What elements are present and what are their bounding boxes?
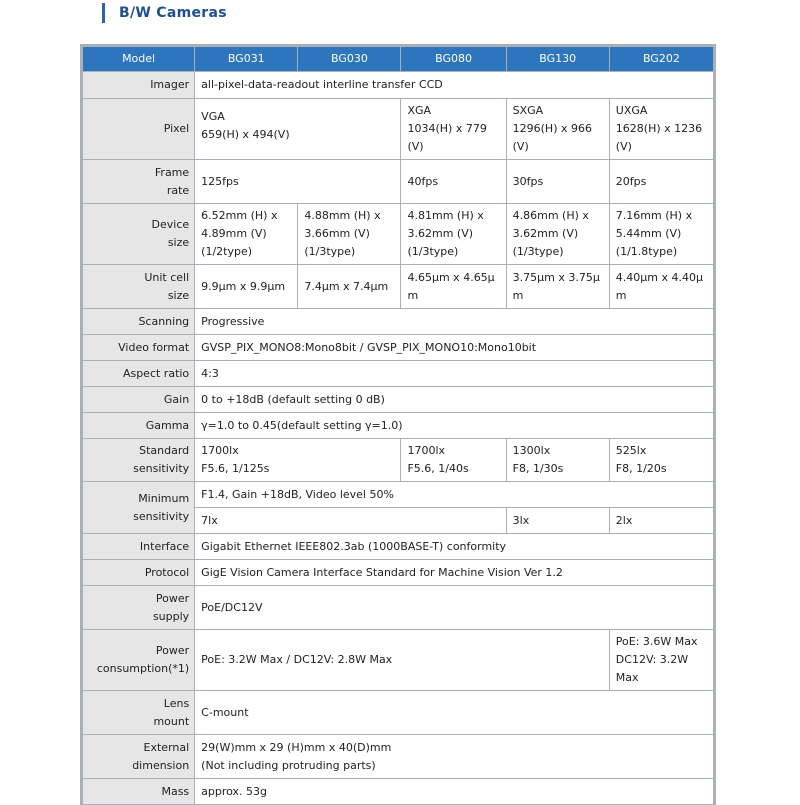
header-bg202: BG202 [610,47,713,71]
cell-line: (Not including protruding parts) [201,758,376,772]
cell-line: 1034(H) x 779 [407,122,487,135]
cell-line: 3.62mm (V) [407,227,474,240]
label-mass [83,779,194,804]
label-power-supply [83,586,194,629]
label-line: Frame [154,165,190,179]
header-bg030: BG030 [298,47,400,71]
value-external-dimension [195,735,713,778]
label-line: Unit cell [144,270,190,284]
label-scanning [83,309,194,334]
value-unit-cell-bg031: 9.9μm x 9.9μm [195,265,297,308]
header-row [83,47,713,71]
label-line: Standard [139,444,190,457]
spec-table [82,46,714,805]
value-std-sens-bg130 [507,439,609,481]
cell-line: VGA [201,110,225,123]
cell-line: F8, 1/20s [615,462,667,475]
cell-line: 29(W)mm x 29 (H)mm x 40(D)mm [201,740,392,754]
label-line: mount [153,714,190,728]
section-heading: B/W Cameras [102,3,227,23]
row-frame-rate [83,160,713,203]
header-model: Model [83,47,194,71]
cell-line: F5.6, 1/40s [407,462,469,475]
label-line: consumption(*1) [96,662,190,675]
cell-line: (V) [512,140,529,153]
value-pixel-bg202 [610,99,713,159]
row-imager [83,72,713,98]
value-unit-cell-bg080 [401,265,505,308]
cell-line: m [512,288,524,302]
label-gamma [83,413,194,438]
label-interface [83,534,194,559]
spec-table-frame [80,44,716,805]
value-device-size-bg030 [298,204,400,264]
cell-line: Max [615,671,639,684]
value-std-sens-bg080 [401,439,505,481]
row-minimum-sensitivity [83,482,713,507]
cell-line: UXGA [615,104,648,117]
label-line: External [143,740,190,754]
value-interface: Gigabit Ethernet IEEE802.3ab (1000BASE-T) conformity [195,534,713,559]
label-power-consumption [83,630,194,690]
row-unit-cell-size [83,265,713,308]
cell-line: 1700lx [407,444,446,457]
cell-line: 659(H) x 494(V) [201,128,290,141]
cell-line: 5.44mm (V) [615,227,682,240]
row-power-consumption [83,630,713,690]
label-frame-rate [83,160,194,203]
label-line: Minimum [138,491,190,505]
cell-line: 3.62mm (V) [512,227,579,240]
cell-line: (V) [615,140,632,153]
value-scanning: Progressive [195,309,713,334]
cell-line: (1/3type) [304,245,356,258]
value-power-supply: PoE/DC12V [195,586,713,629]
cell-line: 4.86mm (H) x [512,209,589,222]
value-frame-rate-bg130: 30fps [507,160,609,203]
value-min-sens-bg031-bg080: 7lx [195,508,505,533]
row-protocol [83,560,713,585]
value-device-size-bg031 [195,204,297,264]
cell-line: XGA [407,104,432,117]
row-interface [83,534,713,559]
label-line: Gamma [145,418,190,432]
row-standard-sensitivity [83,439,713,481]
value-frame-rate-bg080: 40fps [401,160,505,203]
cell-line: 4.89mm (V) [201,227,267,240]
label-line: Pixel [163,122,190,135]
value-unit-cell-bg130 [507,265,609,308]
label-line: Lens [163,696,190,710]
value-mass: approx. 53g [195,779,713,804]
label-line: Scanning [138,314,190,328]
label-line: Imager [150,78,190,91]
row-device-size [83,204,713,264]
cell-line: 1300lx [512,444,551,457]
value-device-size-bg202 [610,204,713,264]
label-line: sensitivity [133,462,190,475]
cell-line: 4.81mm (H) x [407,209,484,222]
cell-line: (V) [407,140,424,153]
row-pixel [83,99,713,159]
label-standard-sensitivity [83,439,194,481]
row-mass [83,779,713,804]
cell-line: 6.52mm (H) x [201,209,278,222]
value-std-sens-bg031-bg030 [195,439,400,481]
label-line: size [167,288,190,302]
label-line: Mass [161,784,190,798]
label-line: supply [152,609,190,623]
label-external-dimension [83,735,194,778]
value-pixel-bg080 [401,99,505,159]
header-bg080: BG080 [401,47,505,71]
row-power-supply [83,586,713,629]
value-gamma: γ=1.0 to 0.45(default setting γ=1.0) [195,413,713,438]
cell-line: DC12V: 3.2W [615,653,689,666]
value-video-format: GVSP_PIX_MONO8:Mono8bit / GVSP_PIX_MONO10:Mono10bit [195,335,713,360]
cell-line: (1/3type) [512,245,564,258]
label-device-size [83,204,194,264]
cell-line: 3.66mm (V) [304,227,370,240]
value-imager: all-pixel-data-readout interline transfer CCD [195,72,713,98]
label-line: Aspect ratio [122,366,190,380]
label-gain [83,387,194,412]
value-min-sens-bg130: 3lx [507,508,609,533]
value-power-cons-bg031-bg130: PoE: 3.2W Max / DC12V: 2.8W Max [195,630,609,690]
label-line: Interface [139,539,190,553]
label-line: size [167,236,190,249]
cell-line: F8, 1/30s [512,462,564,475]
cell-line: SXGA [512,104,544,117]
value-protocol: GigE Vision Camera Interface Standard for Machine Vision Ver 1.2 [195,560,713,585]
cell-line: m [407,288,419,302]
cell-line: 4.65μm x 4.65μ [407,270,495,284]
label-video-format [83,335,194,360]
label-aspect-ratio [83,361,194,386]
value-device-size-bg130 [507,204,609,264]
row-scanning [83,309,713,334]
row-video-format [83,335,713,360]
cell-line: 1296(H) x 966 [512,122,592,135]
value-unit-cell-bg030: 7.4μm x 7.4μm [298,265,400,308]
value-pixel-bg031-bg030 [195,99,400,159]
cell-line: (1/1.8type) [615,245,678,258]
value-min-sens-bg202: 2lx [610,508,713,533]
label-line: Device [151,218,190,231]
header-bg130: BG130 [507,47,609,71]
row-lens-mount [83,691,713,734]
label-minimum-sensitivity [83,482,194,533]
label-pixel [83,99,194,159]
value-frame-rate-bg031-bg030: 125fps [195,160,400,203]
cell-line: 3.75μm x 3.75μ [512,270,600,284]
row-gain [83,387,713,412]
value-device-size-bg080 [401,204,505,264]
label-line: dimension [132,758,190,772]
label-line: Gain [163,392,190,406]
header-bg031: BG031 [195,47,297,71]
value-std-sens-bg202 [610,439,713,481]
label-line: Power [155,644,190,657]
value-unit-cell-bg202 [610,265,713,308]
cell-line: 525lx [615,444,647,457]
cell-line: 7.16mm (H) x [615,209,693,222]
cell-line: 4.40μm x 4.40μ [615,270,703,284]
cell-line: 1700lx [201,444,239,457]
label-line: Power [155,591,190,605]
cell-line: PoE: 3.6W Max [615,635,698,648]
value-lens-mount: C-mount [195,691,713,734]
label-imager [83,72,194,98]
value-frame-rate-bg202: 20fps [610,160,713,203]
cell-line: (1/3type) [407,245,459,258]
label-protocol [83,560,194,585]
value-aspect-ratio: 4:3 [195,361,713,386]
cell-line: m [615,288,627,302]
value-pixel-bg130 [507,99,609,159]
label-line: sensitivity [133,509,190,523]
row-aspect-ratio [83,361,713,386]
label-unit-cell-size [83,265,194,308]
cell-line: (1/2type) [201,245,253,258]
row-external-dimension [83,735,713,778]
cell-line: F5.6, 1/125s [201,462,270,475]
row-gamma [83,413,713,438]
cell-line: 4.88mm (H) x [304,209,381,222]
label-lens-mount [83,691,194,734]
value-gain: 0 to +18dB (default setting 0 dB) [195,387,713,412]
label-line: Protocol [144,565,190,579]
label-line: rate [166,183,190,197]
value-min-sens-condition: F1.4, Gain +18dB, Video level 50% [195,482,713,507]
value-power-cons-bg202 [610,630,713,690]
label-line: Video format [118,340,190,354]
cell-line: 1628(H) x 1236 [615,122,703,135]
